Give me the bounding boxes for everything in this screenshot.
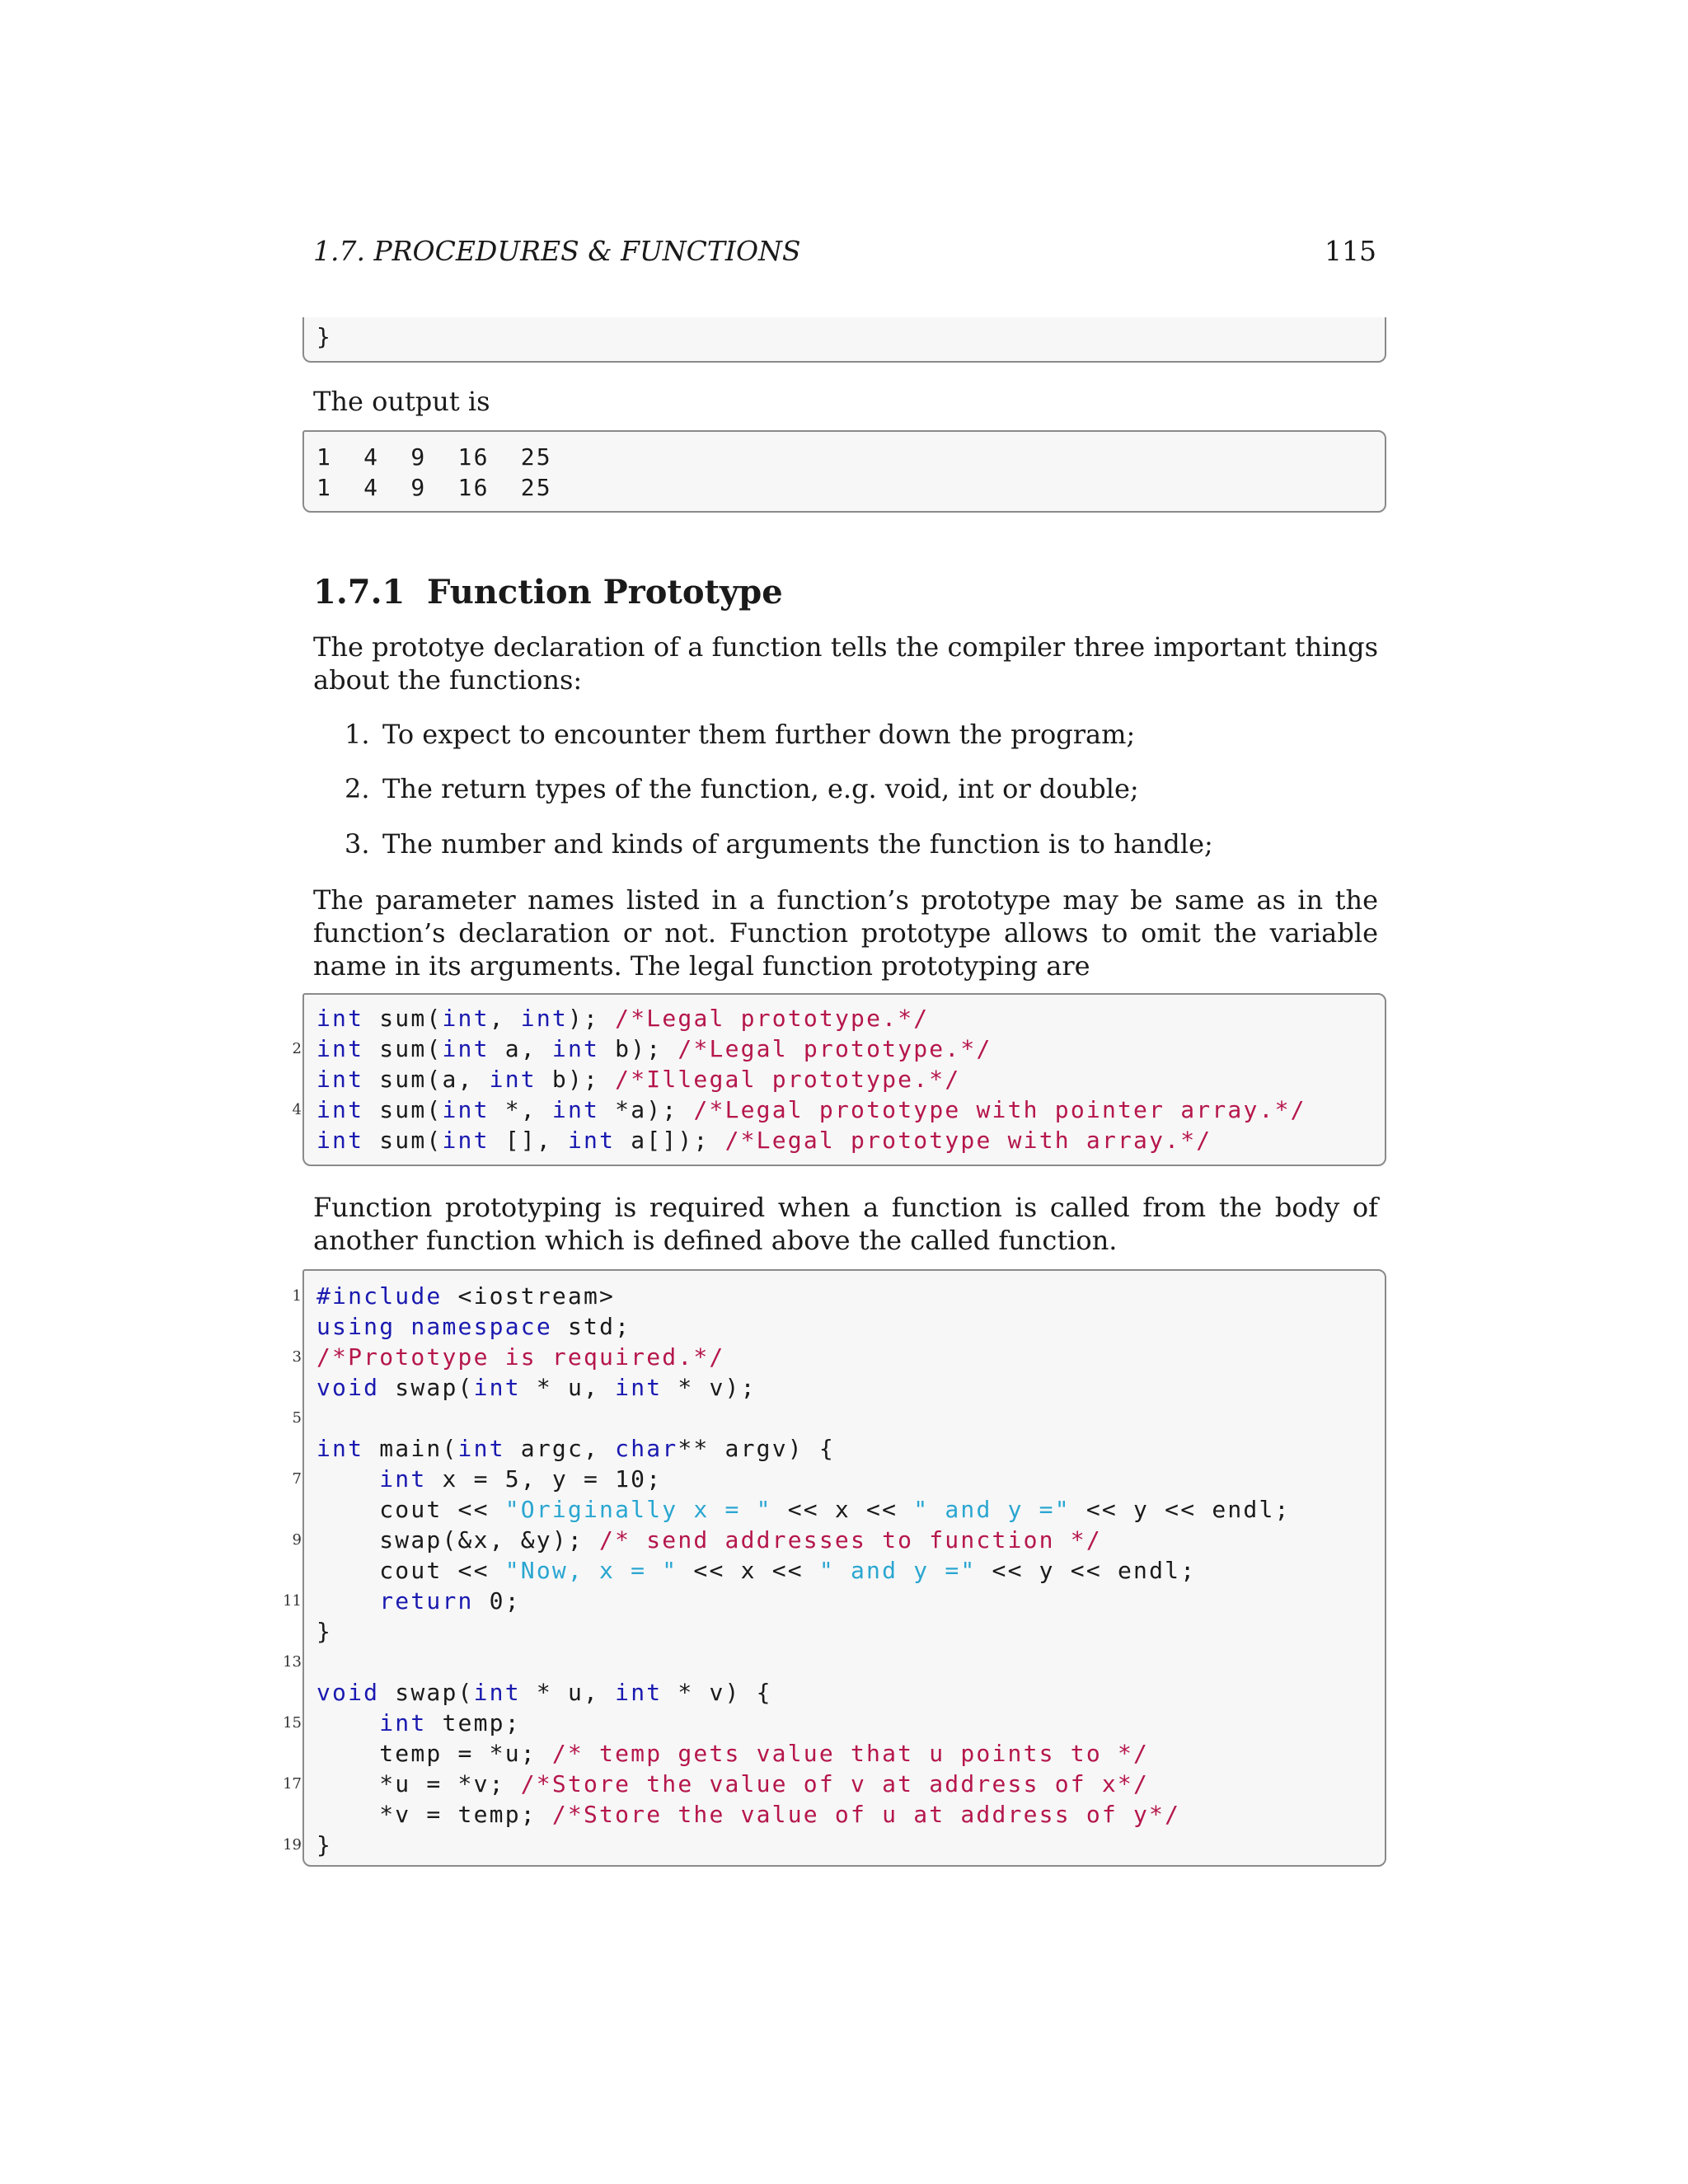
code-token: "Originally x = " — [504, 1496, 772, 1523]
code-line — [316, 321, 332, 352]
code-token: << y << endl; — [1070, 1496, 1291, 1523]
intro-paragraph: The prototye declaration of a function tells the compiler three important things about the functions: — [313, 631, 1378, 696]
code-token: "Now, x = " — [504, 1557, 678, 1584]
code-token: sum( — [363, 1005, 443, 1032]
code-line — [283, 1830, 1291, 1860]
code-token: /*Illegal prototype.*/ — [615, 1066, 961, 1093]
code-token: void — [316, 1374, 380, 1401]
code-token: " and y =" — [818, 1557, 977, 1584]
chapter-title: 1.7. PROCEDURES & FUNCTIONS — [313, 235, 801, 267]
code-token: int — [442, 1035, 490, 1062]
line-number: 17 — [283, 1775, 302, 1793]
code-token: << x << — [678, 1557, 819, 1584]
code-line — [283, 1586, 1291, 1616]
code-lines — [292, 1003, 1306, 1155]
program-output-box — [302, 430, 1386, 513]
code-token: } — [316, 1831, 333, 1858]
code-token: int — [442, 1096, 490, 1123]
code-token: int — [442, 1005, 490, 1032]
code-line — [316, 1738, 1291, 1769]
line-number: 13 — [283, 1653, 302, 1671]
line-number: 19 — [283, 1836, 302, 1854]
code-token: int — [473, 1374, 521, 1401]
code-token: int — [551, 1035, 600, 1062]
line-number: 1 — [292, 1287, 302, 1305]
code-token: int — [316, 1066, 364, 1093]
code-token: void — [316, 1679, 380, 1706]
list-item-number: 2. — [345, 773, 370, 804]
list-item — [345, 718, 1135, 751]
code-token: a[]); — [615, 1127, 725, 1154]
code-token: /*Legal prototype with array.*/ — [724, 1127, 1212, 1154]
code-token: << x << — [771, 1496, 914, 1523]
code-line — [316, 1064, 1306, 1094]
code-line — [292, 1464, 1291, 1494]
code-token: /*Store the value of v at address of x*/ — [520, 1770, 1150, 1797]
code-line — [316, 1677, 1291, 1708]
code-token: int — [316, 1005, 364, 1032]
list-item-number: 1. — [345, 719, 370, 750]
code-token: *, — [489, 1096, 552, 1123]
page-number: 115 — [1325, 235, 1376, 267]
code-token: int — [551, 1096, 600, 1123]
code-token: int — [473, 1679, 521, 1706]
code-line — [316, 1003, 1306, 1033]
code-token: namespace — [410, 1313, 552, 1340]
code-line — [283, 1769, 1291, 1799]
list-item-number: 3. — [345, 828, 370, 860]
code-token: <iostream> — [442, 1282, 616, 1310]
list-item — [345, 772, 1139, 805]
code-token: int — [489, 1066, 537, 1093]
code-token: temp; — [426, 1709, 521, 1736]
code-token: ); — [567, 1005, 616, 1032]
code-lines — [283, 1281, 1291, 1860]
code-token: int — [379, 1465, 427, 1493]
section-title: Function Prototype — [427, 573, 783, 612]
code-token: [], — [489, 1127, 568, 1154]
code-token: x = 5, y = 10; — [426, 1465, 663, 1493]
output-lines — [316, 442, 552, 503]
code-token — [316, 1465, 379, 1493]
code-token: temp = *u; — [316, 1740, 552, 1767]
code-token: /*Legal prototype.*/ — [678, 1035, 992, 1062]
code-lines — [316, 321, 332, 352]
code-token: 1 4 9 16 25 — [316, 443, 552, 471]
code-token: * v) { — [662, 1679, 772, 1706]
code-token: a, — [489, 1035, 552, 1062]
code-token: main( — [363, 1435, 458, 1462]
code-line — [316, 1799, 1291, 1830]
code-line — [292, 1033, 1306, 1064]
code-token: int — [316, 1435, 364, 1462]
code-token: int — [316, 1096, 364, 1123]
running-header — [313, 235, 1376, 276]
code-token — [395, 1313, 410, 1340]
code-token: cout << — [316, 1496, 505, 1523]
code-token: swap( — [379, 1679, 474, 1706]
code-token: b); — [536, 1066, 616, 1093]
code-token: int — [457, 1435, 505, 1462]
code-line — [292, 1281, 1291, 1311]
code-line — [316, 1555, 1291, 1586]
code-token: << y << endl; — [976, 1557, 1197, 1584]
code-token: #include — [316, 1282, 443, 1310]
code-token: /*Legal prototype with pointer array.*/ — [693, 1096, 1306, 1123]
code-token: int — [442, 1127, 490, 1154]
code-token: sum( — [363, 1035, 443, 1062]
list-item-text: To expect to encounter them further down the program; — [382, 719, 1136, 750]
code-token: return — [379, 1587, 474, 1615]
code-token: cout << — [316, 1557, 505, 1584]
code-token — [316, 1587, 379, 1615]
code-token: int — [615, 1374, 663, 1401]
code-token: swap(&x, &y); — [316, 1526, 600, 1554]
code-token: } — [316, 1618, 333, 1645]
code-line — [316, 442, 552, 472]
list-item — [345, 827, 1213, 860]
code-token: swap( — [379, 1374, 474, 1401]
code-token: } — [316, 323, 333, 350]
code-token: ** argv) { — [678, 1435, 835, 1462]
code-token: int — [379, 1709, 427, 1736]
code-token: /*Store the value of u at address of y*/ — [551, 1801, 1181, 1828]
code-line — [292, 1525, 1291, 1555]
code-token: sum( — [363, 1127, 443, 1154]
code-listing-continuation — [302, 317, 1386, 363]
code-line — [316, 1372, 1291, 1403]
line-number: 2 — [292, 1040, 302, 1057]
code-line — [316, 1494, 1291, 1525]
code-token: *a); — [599, 1096, 694, 1123]
prototype-paragraph: The parameter names listed in a function’s prototype may be same as in the function’s declaration or not. Function prototype allows to omit the variable name in its arguments. The legal function prototyping are — [313, 884, 1378, 982]
code-line — [292, 1094, 1306, 1125]
code-line — [316, 1433, 1291, 1464]
code-token: 1 4 9 16 25 — [316, 474, 552, 501]
line-number: 7 — [292, 1470, 302, 1488]
code-line — [292, 1342, 1291, 1372]
code-token: , — [489, 1005, 521, 1032]
code-token: b); — [599, 1035, 678, 1062]
code-token: /* send addresses to function */ — [599, 1526, 1102, 1554]
line-number: 15 — [283, 1714, 302, 1732]
code-token: using — [316, 1313, 396, 1340]
code-token: " and y =" — [913, 1496, 1071, 1523]
code-token: * v); — [662, 1374, 757, 1401]
line-number: 3 — [292, 1348, 302, 1366]
code-line — [283, 1708, 1291, 1738]
code-token: int — [567, 1127, 616, 1154]
code-token: int — [520, 1005, 568, 1032]
code-line — [316, 1125, 1306, 1155]
code-box-shadow — [316, 326, 1396, 373]
line-number: 5 — [292, 1409, 302, 1427]
code-token: int — [316, 1035, 364, 1062]
code-line — [316, 1311, 1291, 1342]
line-number: 9 — [292, 1531, 302, 1549]
code-line — [316, 472, 552, 503]
code-token: /*Prototype is required.*/ — [316, 1343, 725, 1371]
code-token: *u = *v; — [316, 1770, 521, 1797]
code-line — [292, 1403, 1291, 1433]
list-item-text: The return types of the function, e.g. void, int or double; — [382, 773, 1139, 804]
line-number: 4 — [292, 1101, 302, 1118]
code-token: /* temp gets value that u points to */ — [551, 1740, 1150, 1767]
swap-code-listing — [283, 1269, 1386, 1867]
code-token: std; — [551, 1313, 631, 1340]
line-number: 11 — [283, 1592, 302, 1610]
code-token: 0; — [473, 1587, 521, 1615]
code-token: *v = temp; — [316, 1801, 552, 1828]
code-token: char — [615, 1435, 678, 1462]
output-intro-text: The output is — [313, 386, 490, 417]
section-heading — [313, 573, 783, 612]
code-line — [316, 1616, 1291, 1647]
requirement-paragraph: Function prototyping is required when a function is called from the body of another function which is defined above the called function. — [313, 1192, 1378, 1256]
prototype-code-listing — [292, 993, 1386, 1166]
code-token: * u, — [520, 1679, 616, 1706]
code-line — [283, 1647, 1291, 1677]
section-number: 1.7.1 — [313, 573, 406, 612]
code-token: * u, — [520, 1374, 616, 1401]
code-token: sum(a, — [363, 1066, 490, 1093]
list-item-text: The number and kinds of arguments the function is to handle; — [382, 828, 1213, 860]
code-token: int — [316, 1127, 364, 1154]
code-token: sum( — [363, 1096, 443, 1123]
code-token: argc, — [504, 1435, 616, 1462]
code-token — [316, 1709, 379, 1736]
code-token: int — [615, 1679, 663, 1706]
code-token: /*Legal prototype.*/ — [615, 1005, 930, 1032]
